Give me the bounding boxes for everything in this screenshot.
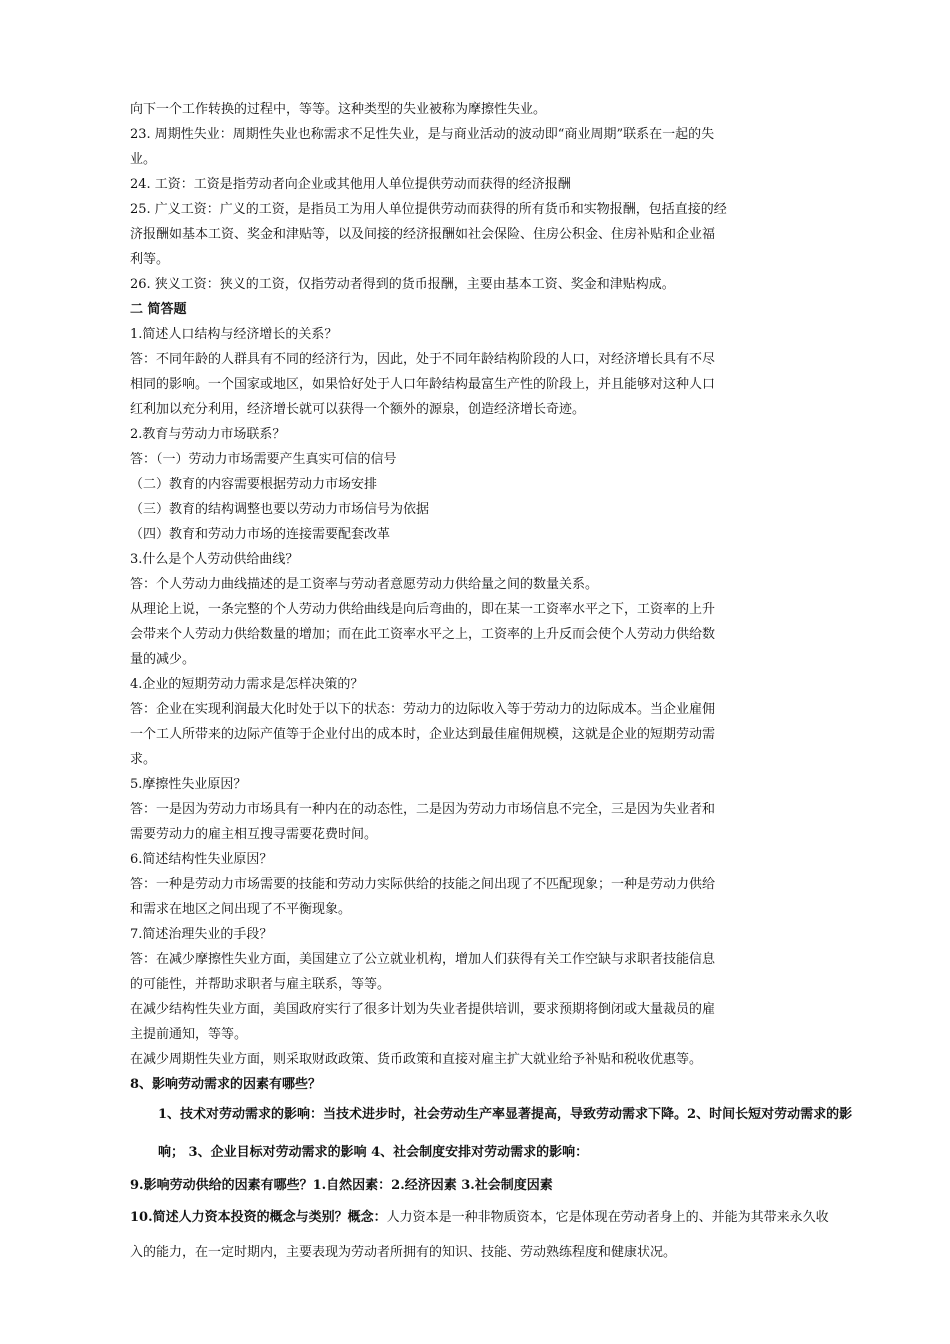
text-line: 答：（一）劳动力市场需要产生真实可信的信号: [130, 452, 397, 467]
question-heading: [130, 1208, 900, 1228]
question-heading: 5.摩擦性失业原因？: [130, 777, 247, 792]
text-line: 26. 狭义工资：狭义的工资，仅指劳动者得到的货币报酬，主要由基本工资、奖金和津贴构成。: [130, 277, 675, 292]
text-line: 答：不同年龄的人群具有不同的经济行为，因此，处于不同年龄结构阶段的人口，对经济增长具有不尽: [130, 352, 716, 367]
text-line: 响； 3、企业目标对劳动需求的影响 4、社会制度安排对劳动需求的影响：: [158, 1145, 589, 1160]
section-heading: 二 简答题: [130, 302, 187, 317]
question-heading: 9.影响劳动供给的因素有哪些？1.自然因素：2.经济因素 3.社会制度因素: [130, 1178, 553, 1193]
text-line: 量的减少。: [130, 652, 196, 667]
text-line: 利等。: [130, 252, 170, 267]
text-line: 和需求在地区之间出现了不平衡现象。: [130, 902, 352, 917]
text-line: 答：企业在实现利润最大化时处于以下的状态：劳动力的边际收入等于劳动力的边际成本。当企业雇佣: [130, 702, 716, 717]
text-line: 一个工人所带来的边际产值等于企业付出的成本时，企业达到最佳雇佣规模，这就是企业的短期劳动需: [130, 727, 716, 742]
text-line: 需要劳动力的雇主相互搜寻需要花费时间。: [130, 827, 378, 842]
question-title: 10.简述人力资本投资的概念与类别？概念：: [130, 1210, 387, 1225]
text-line: 求。: [130, 752, 157, 767]
text-line: 向下一个工作转换的过程中，等等。这种类型的失业被称为摩擦性失业。: [130, 102, 547, 117]
text-line: 红利加以充分利用，经济增长就可以获得一个额外的源泉，创造经济增长奇迹。: [130, 402, 586, 417]
text-line: 的可能性，并帮助求职者与雇主联系，等等。: [130, 977, 391, 992]
text-line: 从理论上说，一条完整的个人劳动力供给曲线是向后弯曲的，即在某一工资率水平之下，工资率的上升: [130, 602, 716, 617]
text-line: 业。: [130, 152, 157, 167]
question-heading: 8、影响劳动需求的因素有哪些？: [130, 1077, 322, 1092]
text-line: 答：一种是劳动力市场需要的技能和劳动力实际供给的技能之间出现了不匹配现象；一种是劳动力供给: [130, 877, 716, 892]
text-line: 相同的影响。一个国家或地区，如果恰好处于人口年龄结构最富生产性的阶段上，并且能够对这种人口: [130, 377, 716, 392]
text-line: 答：一是因为劳动力市场具有一种内在的动态性，二是因为劳动力市场信息不完全，三是因为失业者和: [130, 802, 716, 817]
text-line: 1、技术对劳动需求的影响：当技术进步时，社会劳动生产率显著提高，导致劳动需求下降。2、时间长短对劳动需求的影: [158, 1107, 853, 1122]
question-heading: 4.企业的短期劳动力需求是怎样决策的？: [130, 677, 364, 692]
text-line: 答：在减少摩擦性失业方面，美国建立了公立就业机构，增加人们获得有关工作空缺与求职者技能信息: [130, 952, 716, 967]
text-line: 济报酬如基本工资、奖金和津贴等，以及间接的经济报酬如社会保险、住房公积金、住房补贴和企业福: [130, 227, 716, 242]
text-line: （二）教育的内容需要根据劳动力市场安排: [130, 477, 378, 492]
text-line: 23. 周期性失业：周期性失业也称需求不足性失业，是与商业活动的波动即“商业周期”联系在一起的失: [130, 127, 715, 142]
question-heading: 3.什么是个人劳动供给曲线？: [130, 552, 299, 567]
text-line: 24. 工资：工资是指劳动者向企业或其他用人单位提供劳动而获得的经济报酬: [130, 177, 571, 192]
text-line: 在减少周期性失业方面，则采取财政政策、货币政策和直接对雇主扩大就业给予补贴和税收优惠等。: [130, 1052, 703, 1067]
question-heading: 1.简述人口结构与经济增长的关系？: [130, 327, 338, 342]
text-line: 在减少结构性失业方面，美国政府实行了很多计划为失业者提供培训，要求预期将倒闭或大量裁员的雇: [130, 1002, 716, 1017]
text-line: 会带来个人劳动力供给数量的增加；而在此工资率水平之上，工资率的上升反而会使个人劳动力供给数: [130, 627, 716, 642]
question-heading: 2.教育与劳动力市场联系？: [130, 427, 286, 442]
text-line: 入的能力，在一定时期内，主要表现为劳动者所拥有的知识、技能、劳动熟练程度和健康状况。: [130, 1245, 677, 1260]
text-line: 主提前通知，等等。: [130, 1027, 248, 1042]
text-line: （三）教育的结构调整也要以劳动力市场信号为依据: [130, 502, 430, 517]
text-line: （四）教育和劳动力市场的连接需要配套改革: [130, 527, 391, 542]
text-line: 25. 广义工资：广义的工资，是指员工为用人单位提供劳动而获得的所有货币和实物报酬，包括直接的经: [130, 202, 727, 217]
question-heading: 7.简述治理失业的手段？: [130, 927, 273, 942]
question-heading: 6.简述结构性失业原因？: [130, 852, 273, 867]
answer-text: 人力资本是一种非物质资本，它是体现在劳动者身上的、并能为其带来永久收: [386, 1210, 829, 1225]
text-line: 答：个人劳动力曲线描述的是工资率与劳动者意愿劳动力供给量之间的数量关系。: [130, 577, 599, 592]
